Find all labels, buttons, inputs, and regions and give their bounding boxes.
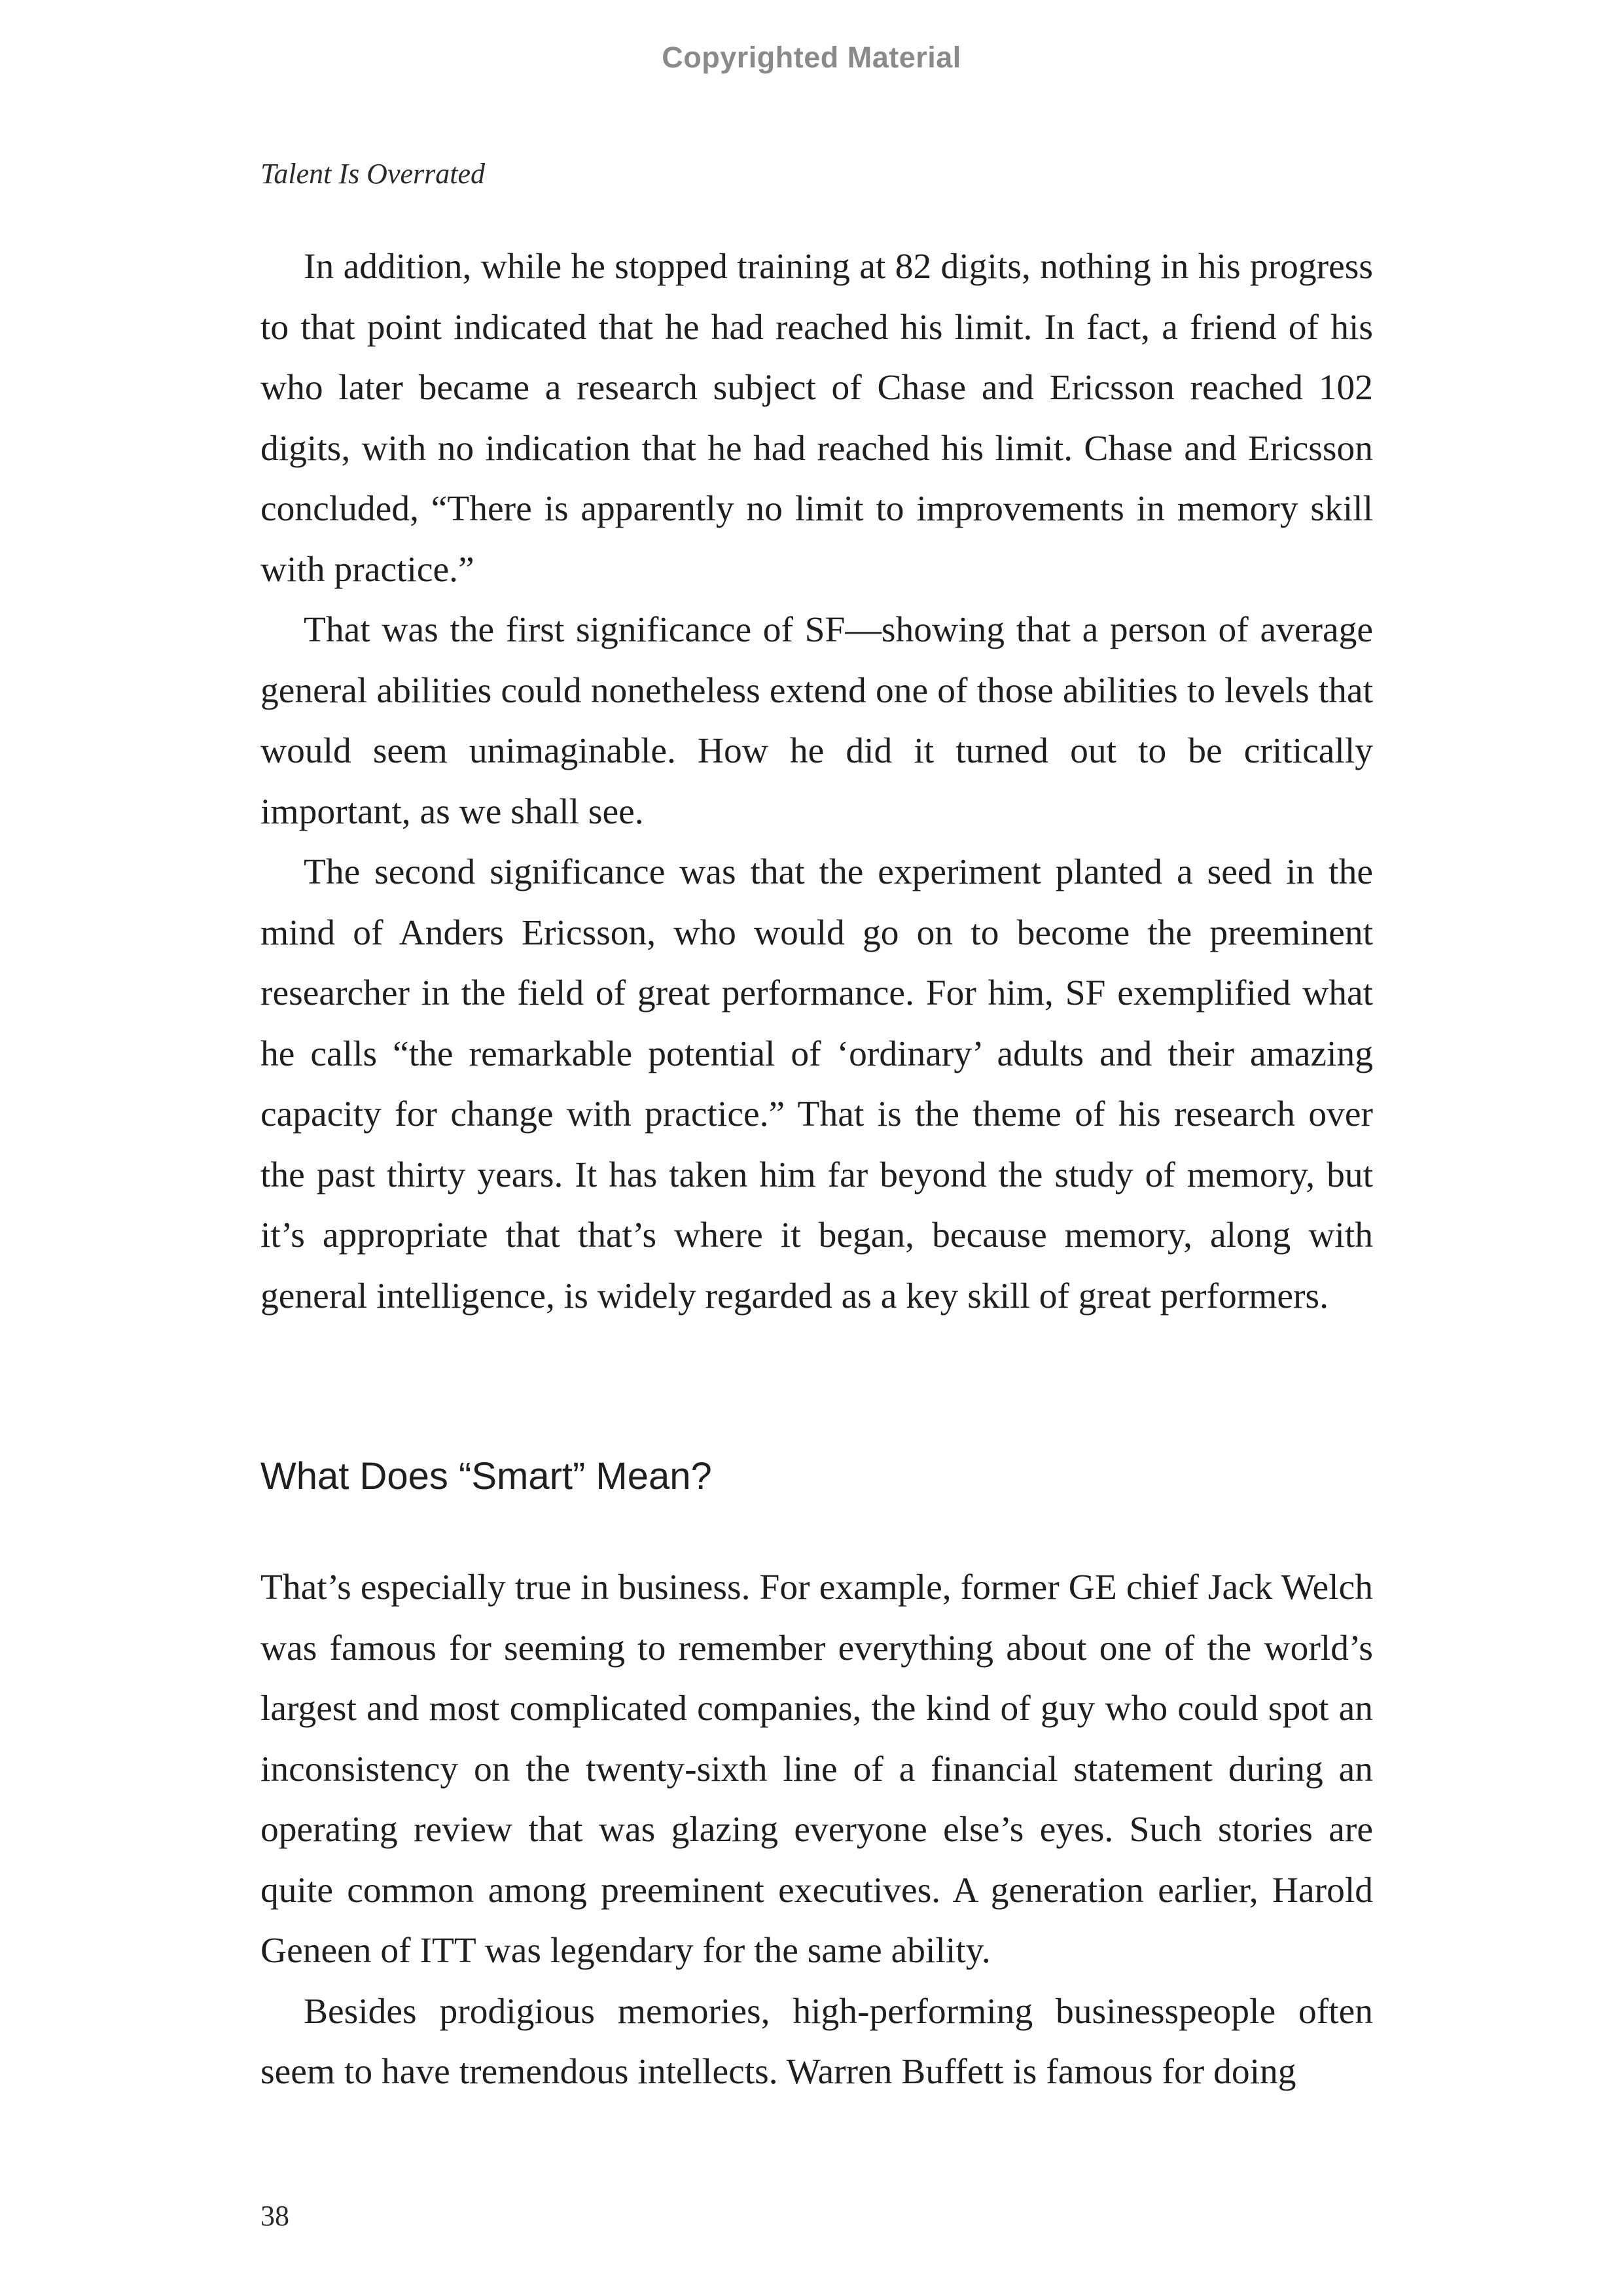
body-text-before-heading [260, 237, 1373, 1327]
section-heading: What Does “Smart” Mean? [260, 1455, 712, 1498]
paragraph-first-significance: That was the first significance of SF—showing that a person of average general abilities could nonetheless extend one of those abilities to levels that would seem unimaginable. How he did it turned out to be critically important, as we shall see. [260, 610, 1373, 832]
paragraph-business-intellect: Besides prodigious memories, high-performing businesspeople often seem to have tremendous intellects. Warren Buffett is famous for doing [260, 1991, 1373, 2092]
body-text-after-heading [260, 1558, 1373, 2103]
copyright-watermark: Copyrighted Material [662, 41, 961, 74]
paragraph-memory-limit: In addition, while he stopped training at 82 digits, nothing in his progress to that point indicated that he had reached his limit. In fact, a friend of his who later became a research subject of Chase and Ericsson reached 102 digits, with no indication that he had reached his limit. Chase and Ericsson concluded, “There is apparently no limit to improvements in memory skill with practice.” [260, 247, 1373, 590]
running-head: Talent Is Overrated [260, 158, 486, 190]
paragraph-second-significance: The second significance was that the experiment planted a seed in the mind of Anders Ericsson, who would go on to become the preeminent researcher in the field of great performance. For him, SF exemplified what he calls “the remarkable potential of ‘ordinary’ adults and their amazing capacity for change with practice.” That is the theme of his research over the past thirty years. It has taken him far beyond the study of memory, but it’s appropriate that that’s where it began, because memory, along with general intelligence, is widely regarded as a key skill of great performers. [260, 852, 1373, 1316]
page-number: 38 [260, 2200, 289, 2232]
paragraph-business-memory: That’s especially true in business. For example, former GE chief Jack Welch was famous for seeming to remember everything about one of the world’s largest and most complicated companies, the kind of guy who could spot an inconsistency on the twenty-sixth line of a financial statement during an operating review that was glazing everyone else’s eyes. Such stories are quite common among preeminent executives. A generation earlier, Harold Geneen of ITT was legendary for the same ability. [260, 1568, 1373, 1971]
